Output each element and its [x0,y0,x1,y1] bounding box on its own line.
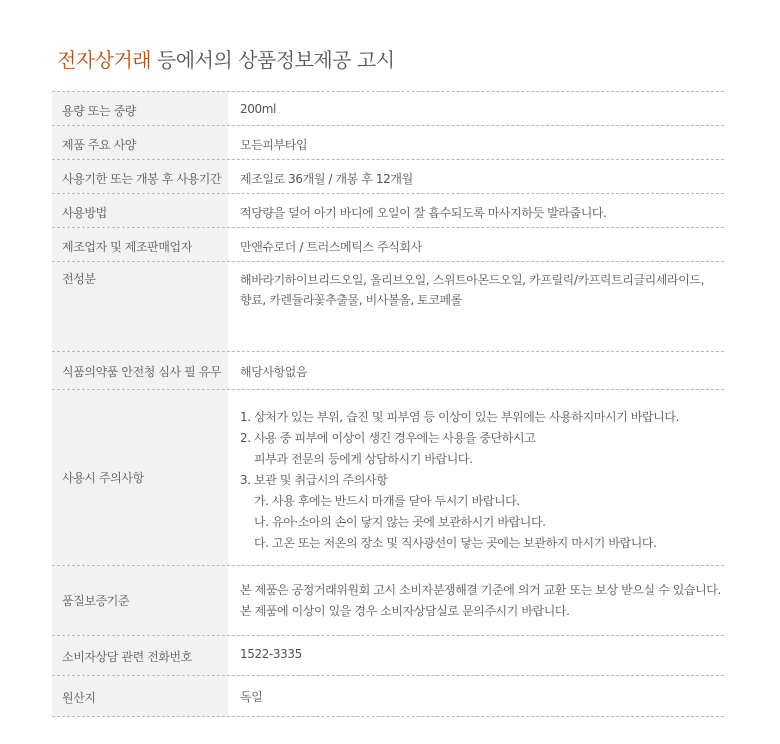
value-line: 해바라기하이브리드오일, 올리브오일, 스위트아몬드오일, 카프릴릭/카프릭트리글리세라이드, [240,273,705,287]
table-row-usage [52,194,724,228]
row-value [228,228,724,261]
row-label: 사용방법 [52,194,228,227]
value-line: 향료, 카렌듈라꽃추출물, 비사볼올, 토코페롤 [240,293,462,307]
table-row-precautions [52,390,724,566]
table-row-phone [52,636,724,676]
table-row-quality-guarantee [52,566,724,636]
value-line: 적당량을 덜어 아기 바디에 오일이 잘 흡수되도록 마사지하듯 발라줍니다. [240,206,607,220]
row-value [228,92,724,125]
value-line: 1522-3335 [240,647,302,661]
row-label: 용량 또는 중량 [52,92,228,125]
table-row-manufacturer [52,228,724,262]
value-line: 본 제품에 이상이 있을 경우 소비자상담실로 문의주시기 바랍니다. [240,604,570,618]
value-line: 가. 사용 후에는 반드시 마개를 닫아 두시기 바랍니다. [254,494,520,508]
row-label: 식품의약품 안전청 심사 필 유무 [52,352,228,389]
row-label: 사용시 주의사항 [52,390,228,565]
value-line: 피부과 전문의 등에게 상담하시기 바랍니다. [254,452,473,466]
row-label: 전성분 [52,262,228,351]
value-line: 200ml [240,102,276,116]
row-label: 소비자상담 관련 전화번호 [52,636,228,675]
table-row-volume [52,92,724,126]
row-value [228,262,724,351]
row-label: 제품 주요 사양 [52,126,228,159]
row-value [228,352,724,389]
row-value [228,566,724,635]
table-row-ingredients [52,262,724,352]
value-line: 만앤슈로더 / 트러스메틱스 주식회사 [240,240,422,254]
value-line: 2. 사용 중 피부에 이상이 생긴 경우에는 사용을 중단하시고 [240,431,536,445]
row-label: 품질보증기준 [52,566,228,635]
table-row-spec [52,126,724,160]
row-label: 사용기한 또는 개봉 후 사용기간 [52,160,228,193]
row-value [228,160,724,193]
value-line: 나. 유아·소아의 손이 닿지 않는 곳에 보관하시기 바랍니다. [254,515,546,529]
table-row-expiry [52,160,724,194]
value-line: 1. 상처가 있는 부위, 습진 및 피부염 등 이상이 있는 부위에는 사용하지마시기 바랍니다. [240,410,679,424]
value-line: 해당사항없음 [240,365,308,379]
row-label: 제조업자 및 제조판매업자 [52,228,228,261]
value-line: 다. 고온 또는 저온의 장소 및 직사광선이 닿는 곳에는 보관하지 마시기 바랍니다. [254,536,657,550]
row-label: 원산지 [52,676,228,716]
value-line: 3. 보관 및 취급시의 주의사항 [240,473,388,487]
row-value [228,636,724,675]
row-value [228,194,724,227]
value-line: 본 제품은 공정거래위원회 고시 소비자분쟁해결 기준에 의거 교환 또는 보상 받으실 수 있습니다. [240,583,721,597]
row-value [228,676,724,716]
page-title [57,44,395,73]
page-title-rest: 등에서의 상품정보제공 고시 [151,48,395,72]
value-line: 모든피부타입 [240,138,308,152]
row-value [228,126,724,159]
value-line: 제조일로 36개월 / 개봉 후 12개월 [240,172,413,186]
product-info-table [52,91,724,717]
page-title-accent: 전자상거래 [57,48,152,72]
row-value [228,390,724,565]
table-row-origin [52,676,724,717]
table-row-mfds-review [52,352,724,390]
value-line: 독일 [240,690,263,704]
